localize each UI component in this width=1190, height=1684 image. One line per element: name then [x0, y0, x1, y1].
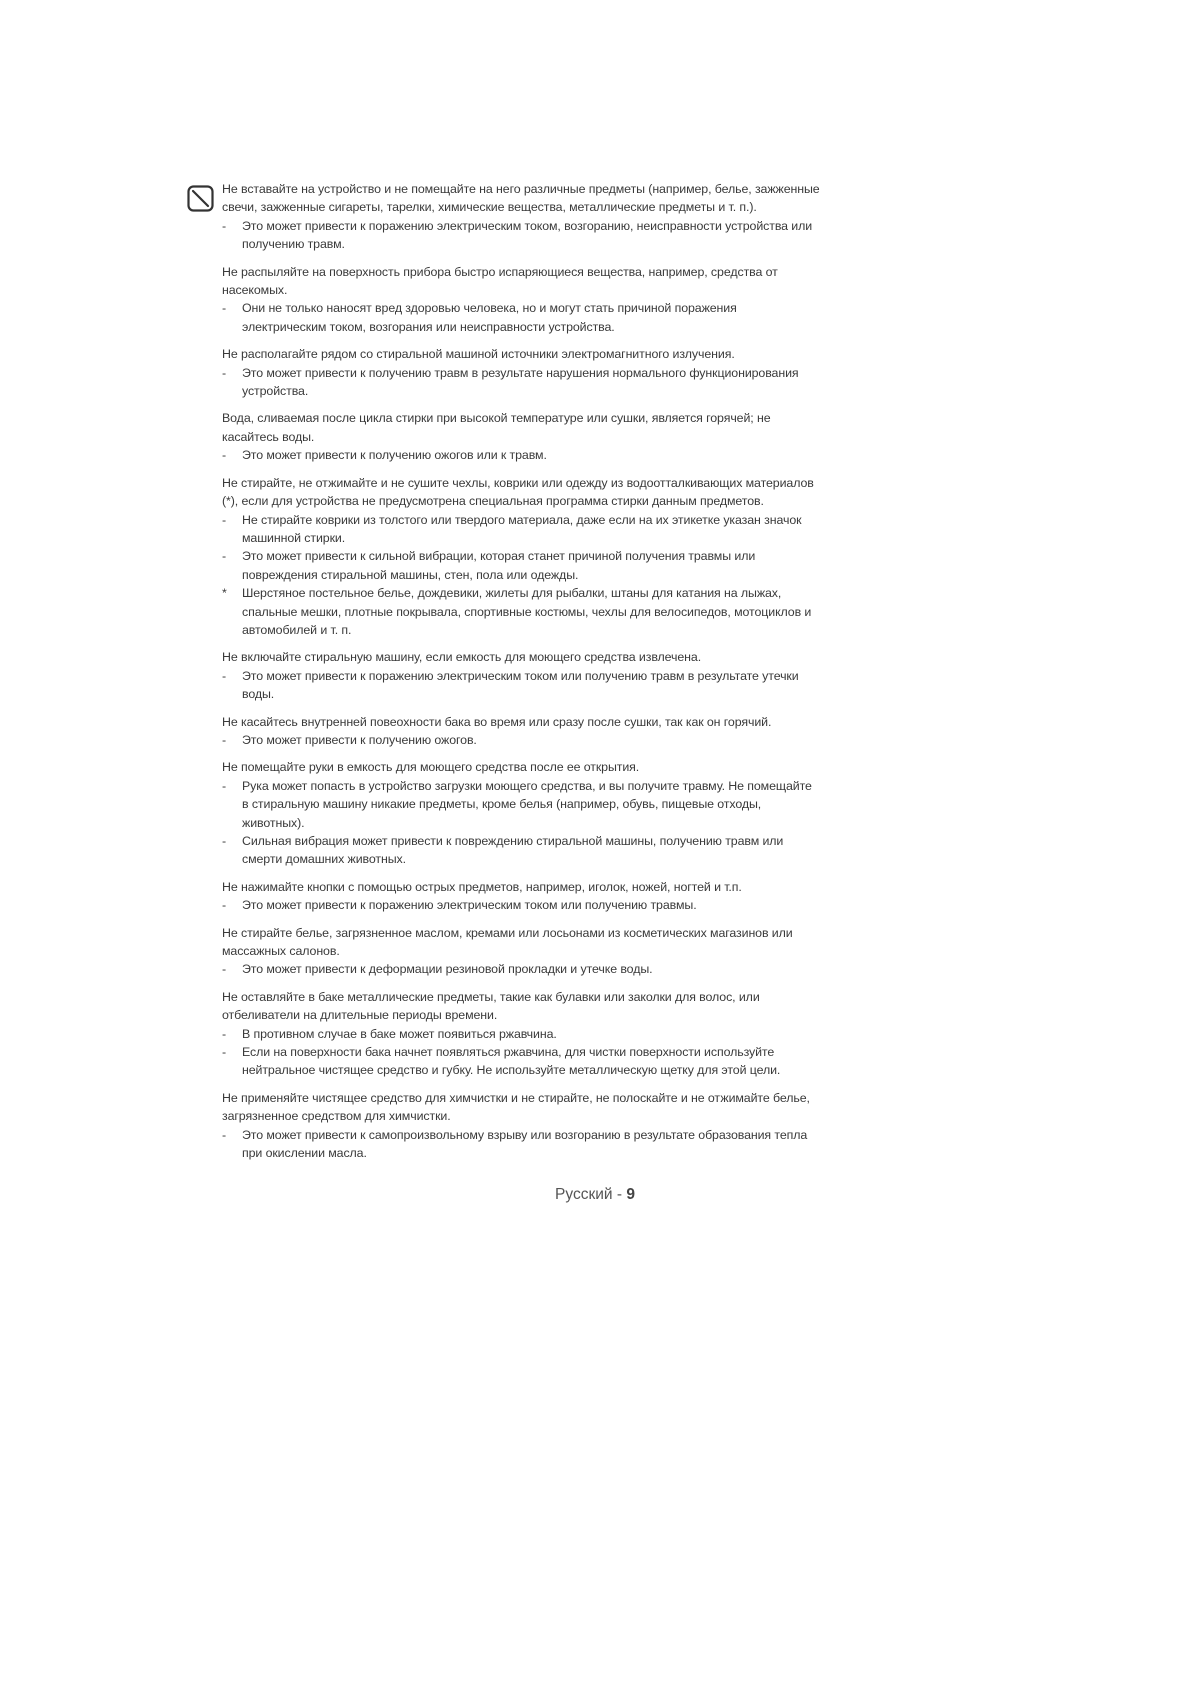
warning-section — [222, 713, 820, 750]
warning-bullet — [222, 777, 820, 832]
warning-bullet — [222, 217, 820, 254]
bullet-text: Шерстяное постельное белье, дождевики, жилеты для рыбалки, штаны для катания на лыжах, спальные мешки, плотные покрывала, спортивные костюмы, чехлы для велосипедов, мотоциклов и автомобилей и т. п. — [242, 586, 812, 637]
warning-heading: Не распыляйте на поверхность прибора быстро испаряющиеся вещества, например, средства от насекомых. — [222, 264, 778, 298]
bullet-marker: - — [222, 301, 227, 316]
warning-bullet — [222, 1025, 820, 1043]
bullet-marker: - — [222, 549, 227, 564]
warning-bullet — [222, 832, 820, 869]
bullet-marker: - — [222, 218, 227, 233]
bullet-text: Это может привести к получению ожогов или к травм. — [242, 448, 547, 463]
warning-section — [222, 758, 820, 868]
warning-section — [222, 878, 820, 915]
bullet-marker: - — [222, 1127, 227, 1142]
bullet-marker: - — [222, 834, 227, 848]
warning-heading: Не применяйте чистящее средство для химчистки и не стирайте, не полоскайте и не отжимайте белье, загрязненное средством для химчистки. — [222, 1090, 810, 1124]
warning-heading: Не оставляйте в баке металлические предметы, такие как булавки или заколки для волос, или отбеливатели на длительные периоды времени. — [222, 989, 760, 1023]
bullet-text: Это может привести к получению травм в результате нарушения нормального функционирования устройства. — [242, 365, 799, 399]
bullet-text: Если на поверхности бака начнет появляться ржавчина, для чистки поверхности используйте нейтральное чистящее средство и губку. Не используйте металлическую щетку для этой цели. — [242, 1045, 781, 1078]
warning-section — [222, 409, 820, 464]
bullet-text: Это может привести к сильной вибрации, которая станет причиной получения травмы или повреждения стиральной машины, стен, пола или одежды. — [242, 549, 756, 582]
bullet-text: В противном случае в баке может появиться ржавчина. — [242, 1026, 557, 1041]
warning-section — [222, 924, 820, 979]
warning-bullet — [222, 584, 820, 639]
page-footer — [0, 1186, 1190, 1204]
bullet-text: Рука может попасть в устройство загрузки моющего средства, и вы получите травму. Не помещайте в стиральную машину никакие предметы, кроме белья (например, обувь, пищевые отходы, животных). — [242, 778, 812, 830]
warning-section — [222, 345, 820, 400]
bullet-marker: - — [222, 1045, 227, 1060]
bullet-text: Это может привести к получению ожогов. — [242, 732, 477, 747]
bullet-text: Это может привести к деформации резиновой прокладки и утечке воды. — [242, 962, 653, 977]
bullet-marker: - — [222, 962, 227, 977]
warning-heading: Не стирайте белье, загрязненное маслом, кремами или лосьонами из косметических магазинов или массажных салонов. — [222, 925, 793, 959]
warning-section — [222, 180, 820, 254]
bullet-marker: - — [222, 732, 227, 747]
warning-section — [222, 474, 820, 640]
warning-section — [222, 988, 820, 1080]
warning-bullet — [222, 299, 820, 336]
warning-bullet — [222, 547, 820, 584]
bullet-text: Это может привести к самопроизвольному взрыву или возгоранию в результате образования тепла при окислении масла. — [242, 1127, 808, 1161]
bullet-text: Это может привести к поражению электрическим током или получению травмы. — [242, 898, 697, 913]
bullet-text: Это может привести к поражению электрическим током, возгоранию, неисправности устройства или получению травм. — [242, 218, 813, 252]
warning-bullet — [222, 511, 820, 548]
warning-bullet — [222, 364, 820, 401]
page-number: 9 — [626, 1186, 635, 1203]
warning-bullet — [222, 896, 820, 914]
bullet-marker: - — [222, 668, 227, 683]
bullet-marker: - — [222, 448, 227, 463]
warning-section — [222, 1089, 820, 1163]
bullet-text: Не стирайте коврики из толстого или твердого материала, даже если на их этикетке указан значок машинной стирки. — [242, 512, 802, 545]
warning-bullet — [222, 1043, 820, 1080]
warning-heading: Не касайтесь внутренней повеохности бака во время или сразу после сушки, так как он горячий. — [222, 714, 772, 729]
warning-heading: Не включайте стиральную машину, если емкость для моющего средства извлечена. — [222, 650, 702, 665]
warning-bullet — [222, 731, 820, 749]
bullet-marker: - — [222, 778, 227, 793]
bullet-text: Они не только наносят вред здоровью человека, но и могут стать причиной поражения электрическим током, возгорания или неисправности устройства. — [242, 301, 737, 334]
warning-heading: Не вставайте на устройство и не помещайте на него различные предметы (например, белье, зажженные свечи, зажженные сигареты, тарелки, химические вещества, металлические предметы и т. п.). — [222, 182, 820, 215]
bullet-text: Это может привести к поражению электрическим током или получению травм в результате утечки воды. — [242, 668, 799, 702]
warning-heading: Не располагайте рядом со стиральной машиной источники электромагнитного излучения. — [222, 347, 735, 362]
warning-bullet — [222, 1126, 820, 1163]
warning-bullet — [222, 960, 820, 978]
bullet-text: Сильная вибрация может привести к повреждению стиральной машины, получению травм или смерти домашних животных. — [242, 834, 784, 867]
warning-section — [222, 648, 820, 703]
bullet-marker: - — [222, 1026, 227, 1041]
warning-section — [222, 263, 820, 337]
warning-heading: Не стирайте, не отжимайте и не сушите чехлы, коврики или одежду из водоотталкивающих материалов (*), если для устройства не предусмотрена специальная программа стирки данным предметов. — [222, 475, 814, 509]
bullet-marker: - — [222, 365, 227, 380]
footer-language: Русский — [555, 1186, 613, 1203]
bullet-marker: - — [222, 898, 227, 913]
prohibition-icon — [187, 185, 214, 212]
warning-heading: Не помещайте руки в емкость для моющего средства после ее открытия. — [222, 760, 640, 775]
warnings-list — [222, 180, 820, 1172]
warning-heading: Вода, сливаемая после цикла стирки при высокой температуре или сушки, является горячей; не касайтесь воды. — [222, 411, 771, 444]
warning-bullet — [222, 667, 820, 704]
footer-separator: - — [616, 1186, 623, 1203]
bullet-marker: * — [222, 586, 227, 601]
warning-bullet — [222, 446, 820, 464]
warning-heading: Не нажимайте кнопки с помощью острых предметов, например, иголок, ножей, ногтей и т.п. — [222, 879, 742, 894]
bullet-marker: - — [222, 512, 227, 527]
